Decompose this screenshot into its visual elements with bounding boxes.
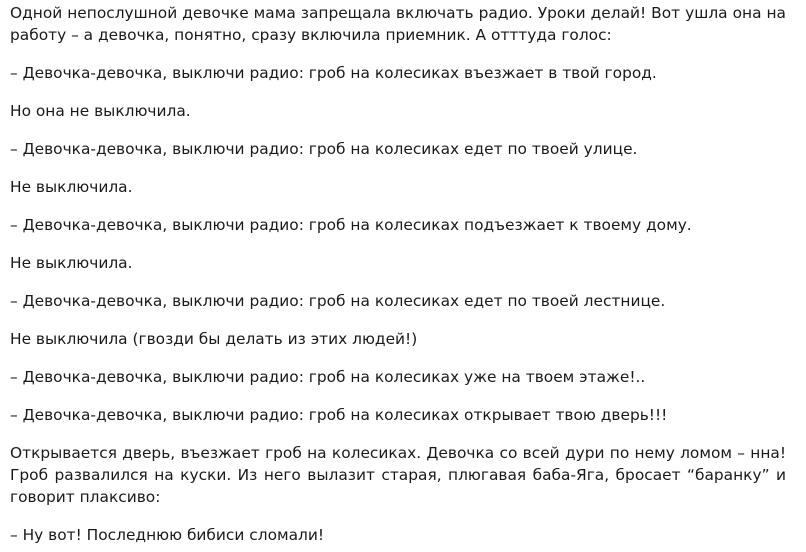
paragraph-radio-6: – Девочка-девочка, выключи радио: гроб на колесиках открывает твою дверь!!! [10, 406, 668, 424]
paragraph-narration-2: Не выключила. [10, 178, 133, 196]
paragraph-narration-4: Не выключила (гвозди бы делать из этих людей!) [10, 330, 418, 348]
paragraph-intro: Одной непослушной девочке мама запрещала включать радио. Уроки делай! Вот ушла она на работу – а девочка, понятно, сразу включила приемник. А отттуда голос: [10, 4, 786, 44]
paragraph-climax: Открывается дверь, въезжает гроб на колесиках. Девочка со всей дури по нему ломом – нна! Гроб развалился на куски. Из него вылазит старая, плюгавая баба-Яга, бросает “баранку” и говорит плаксиво: [10, 444, 786, 506]
paragraph-narration-3: Не выключила. [10, 254, 133, 272]
paragraph-punchline: – Ну вот! Последнюю бибиси сломали! [10, 526, 325, 544]
paragraph-narration-1: Но она не выключила. [10, 102, 191, 120]
paragraph-radio-2: – Девочка-девочка, выключи радио: гроб на колесиках едет по твоей улице. [10, 140, 638, 158]
paragraph-radio-5: – Девочка-девочка, выключи радио: гроб на колесиках уже на твоем этаже!.. [10, 368, 646, 386]
paragraph-radio-1: – Девочка-девочка, выключи радио: гроб на колесиках въезжает в твой город. [10, 64, 657, 82]
paragraph-radio-4: – Девочка-девочка, выключи радио: гроб на колесиках едет по твоей лестнице. [10, 292, 666, 310]
story-text [10, 2, 786, 546]
paragraph-radio-3: – Девочка-девочка, выключи радио: гроб на колесиках подъезжает к твоему дому. [10, 216, 692, 234]
